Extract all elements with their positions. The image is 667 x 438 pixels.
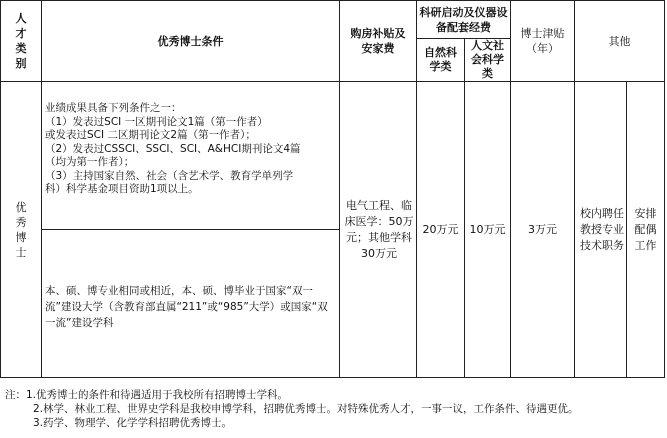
condition-line: 科）科学基金项目资助1项以上。 (45, 183, 199, 195)
note-line-2: 2.林学、林业工程、世界史学科是我校申博学科，招聘优秀博士。对特殊优秀人才，一事一议，工作条件、待遇更优。 (33, 403, 579, 415)
other-spouse-value: 安排配偶工作 (627, 82, 665, 378)
science-fund-value: 20万元 (417, 82, 465, 378)
note-line-3: 3.药学、物理学、化学学科招聘优秀博士。 (33, 417, 233, 429)
header-allowance: 博士津贴（年） (511, 1, 575, 82)
category-excellent-phd: 优秀博士 (1, 82, 42, 378)
header-humanities: 人文社会科学类 (465, 39, 511, 82)
header-research-funding: 科研启动及仪器设备配套经费 (417, 1, 511, 39)
header-other: 其他 (575, 1, 665, 82)
housing-subsidy-value: 电气工程、临床医学：50万元；其他学科30万元 (340, 82, 417, 378)
header-housing: 购房补贴及安家费 (340, 1, 417, 82)
notes-section (5, 388, 660, 430)
header-science: 自然科学类 (417, 39, 465, 82)
condition-achievements (42, 82, 340, 230)
condition-line: 或发表过SCI 二区期刊论文2篇（第一作者）； (45, 129, 256, 141)
condition-line: 业绩成果具备下列条件之一： (45, 102, 182, 114)
condition-line: （3）主持国家自然、社会（含艺术学、教育学单列学 (45, 169, 294, 182)
condition-education: 本、硕、博专业相同或相近，本、硕、博毕业于国家“双一流”建设大学（含教育部直属“211”或“985”大学）或国家“双一流”建设学科 (42, 230, 340, 378)
header-conditions: 优秀博士条件 (42, 1, 340, 82)
condition-line: （均为第一作者）； (45, 156, 135, 168)
humanities-fund-value: 10万元 (465, 82, 511, 378)
note-line-1: 注：1.优秀博士的条件和待遇适用于我校所有招聘博士学科。 (5, 389, 289, 401)
other-job-value: 校内聘任教授专业技术职务 (575, 82, 627, 378)
allowance-value: 3万元 (511, 82, 575, 378)
condition-line: （2）发表过CSSCI、SSCI、SCI、A&HCI期刊论文4篇 (45, 142, 301, 155)
header-talent-type: 人才类别 (1, 1, 42, 82)
condition-line: （1）发表过SCI 一区期刊论文1篇（第一作者） (45, 115, 268, 128)
